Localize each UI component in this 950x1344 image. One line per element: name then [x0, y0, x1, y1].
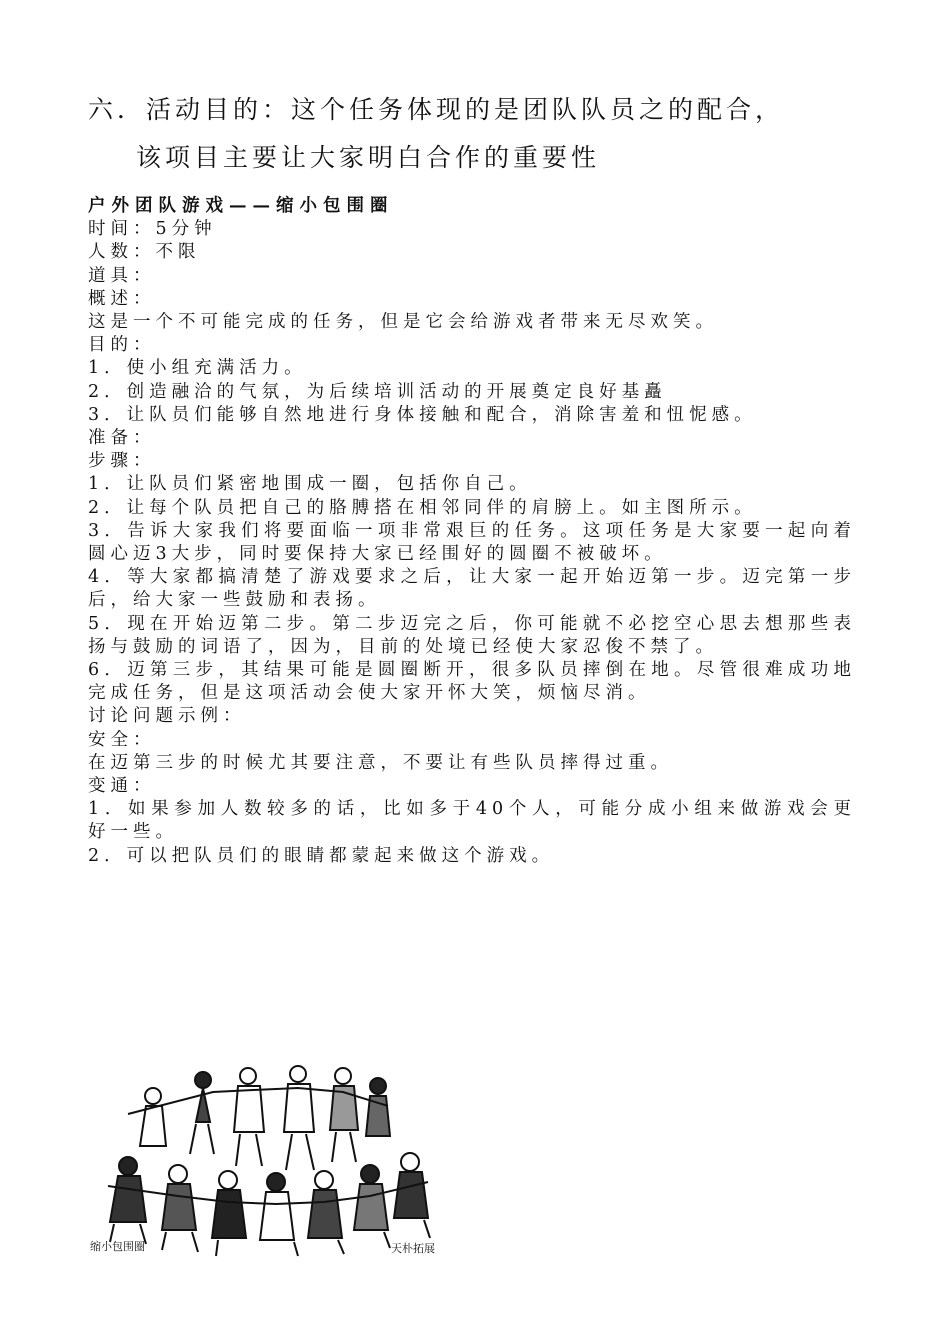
steps-heading: 步骤：: [88, 451, 156, 472]
purpose-item: 3．让队员们能够自然地进行身体接触和配合，消除害羞和忸怩感。: [88, 404, 757, 425]
game-description: [88, 195, 856, 868]
safety-text: 在迈第三步的时候尤其要注意，不要让有些队员摔得过重。: [88, 752, 673, 773]
players-line: 人数：不限: [88, 242, 201, 263]
back-row-people: [128, 1066, 390, 1170]
discussion-heading: 讨论问题示例：: [88, 706, 246, 727]
purpose-item: 2．创造融洽的气氛，为后续培训活动的开展奠定良好基矗: [88, 381, 667, 402]
activity-purpose: [88, 86, 868, 182]
variation-heading: 变通：: [88, 776, 156, 797]
variation-item: 2．可以把队员们的眼睛都蒙起来做这个游戏。: [88, 845, 555, 866]
step-item: 6．迈第三步，其结果可能是圆圈断开，很多队员摔倒在地。尽管很难成功地完成任务，但是这项活动会使大家开怀大笑，烦恼尽消。: [88, 660, 856, 704]
time-line: 时间：5分钟: [88, 219, 217, 240]
purpose-heading: 目的：: [88, 335, 156, 356]
props-line: 道具：: [88, 265, 156, 286]
step-item: 3．告诉大家我们将要面临一项非常艰巨的任务。这项任务是大家要一起向着圆心迈3大步，同时要保持大家已经围好的圆圈不被破坏。: [88, 520, 856, 565]
overview-heading: 概述：: [88, 288, 156, 309]
figure-caption-right: 天朴拓展: [391, 1242, 435, 1255]
people-circle-drawing: [88, 1062, 443, 1258]
preparation-heading: 准备：: [88, 428, 156, 449]
step-item: 4．等大家都搞清楚了游戏要求之后，让大家一起开始迈第一步。迈完第一步后，给大家一些鼓励和表扬。: [88, 567, 856, 611]
purpose-line-1: 六．活动目的：这个任务体现的是团队队员之的配合，: [88, 95, 785, 124]
overview-text: 这是一个不可能完成的任务，但是它会给游戏者带来无尽欢笑。: [88, 312, 718, 333]
step-item: 5．现在开始迈第二步。第二步迈完之后，你可能就不必挖空心思去想那些表扬与鼓励的词语了，因为，目前的处境已经使大家忍俊不禁了。: [88, 613, 856, 657]
purpose-item: 1．使小组充满活力。: [88, 358, 307, 379]
figure-caption-left: 缩小包围圈: [90, 1240, 145, 1253]
step-item: 2．让每个队员把自己的胳膊搭在相邻同伴的肩膀上。如主图所示。: [88, 497, 757, 518]
game-title: 户外团队游戏——缩小包围圈: [88, 196, 394, 216]
front-row-people: [108, 1153, 430, 1256]
variation-item: 1．如果参加人数较多的话，比如多于40个人，可能分成小组来做游戏会更好一些。: [88, 799, 856, 843]
step-item: 1．让队员们紧密地围成一圈，包括你自己。: [88, 474, 532, 495]
safety-heading: 安全：: [88, 729, 156, 750]
circle-game-illustration: [88, 1062, 443, 1258]
purpose-line-2: 该项目主要让大家明白合作的重要性: [136, 143, 601, 172]
